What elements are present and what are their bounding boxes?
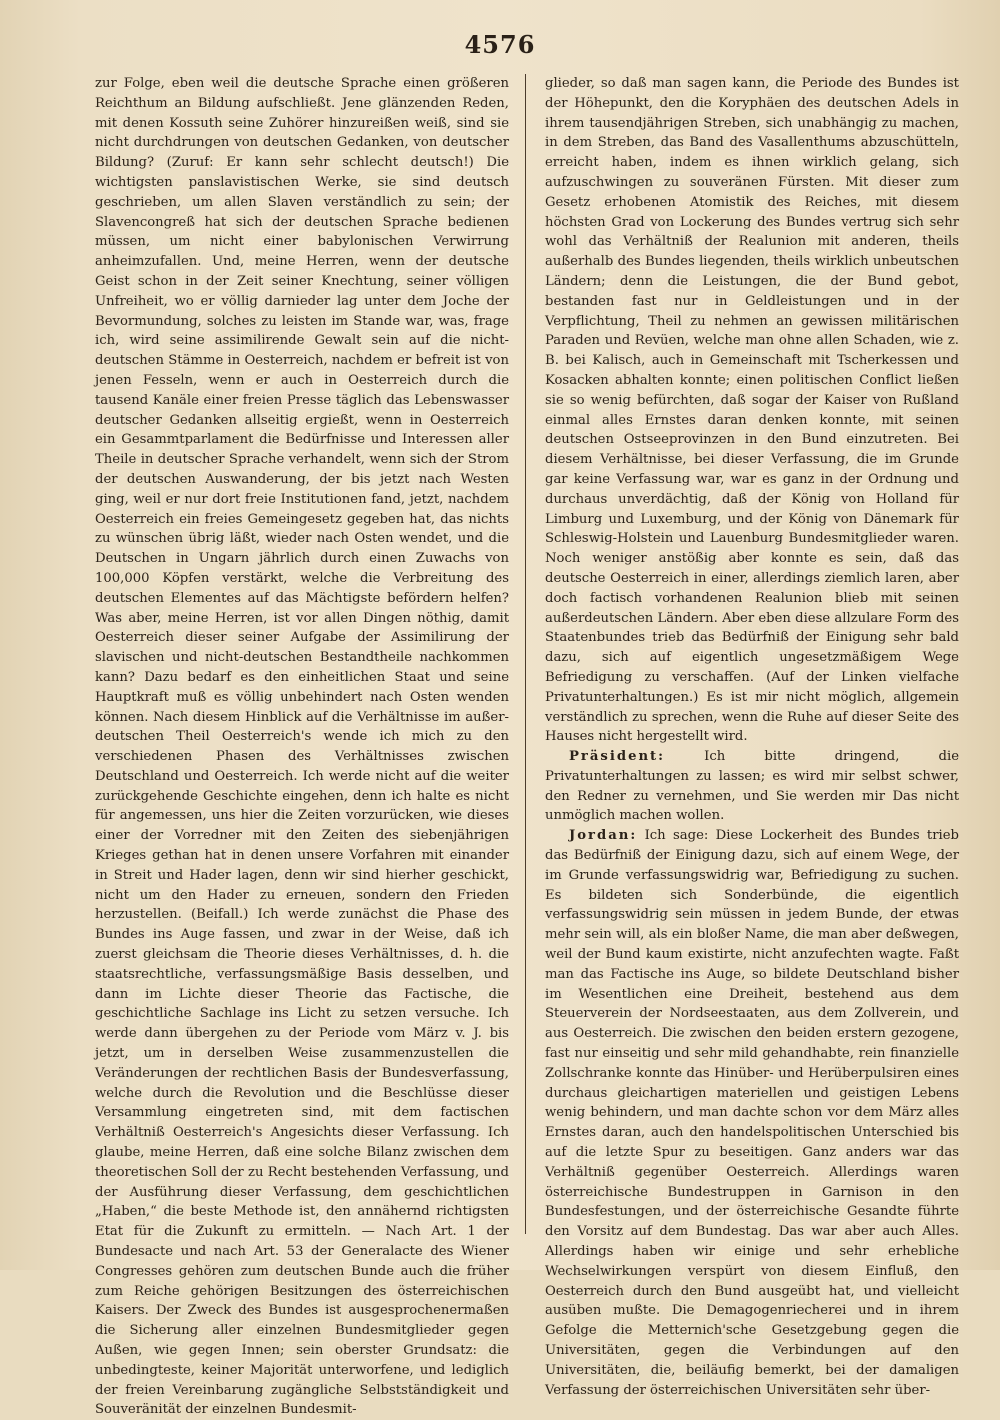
paragraph-text: Ich bitte dringend, die Privatunterhaltungen zu lassen; es wird mir selbst schwer, den Redner zu vernehmen, und Sie werden mir Das nicht unmöglich machen wollen. <box>545 749 959 824</box>
right-column-paragraph <box>545 74 959 747</box>
paragraph-text: Ich sage: Diese Lockerheit des Bundes trieb das Bedürfniß der Einigung dazu, sich auf einem Wege, der im Grunde verfassungswidrig war, Befriedigung zu suchen. Es bildeten sich Sonderbünde, die eigentlich verfassungswidrig sein müssen in jedem Bunde, der etwas mehr sein will, als ein bloßer Name, die man aber deßwegen, weil der Bund kaum existirte, nicht anzufechten wagte. Faßt man das Factische ins Auge, so bildete Deutschland bisher im Wesentlichen eine Dreiheit, bestehend aus dem Steuerverein der Nordseestaaten, aus dem Zollverein, und aus Oesterreich. Die zwischen den beiden erstern gezogene, fast nur einseitig und sehr mild gehandhabte, rein finanzielle Zollschranke konnte das Hinüber- und Herüberpulsiren eines durchaus gleichartigen materiellen und geistigen Lebens wenig behindern, und man dachte schon vor dem März alles Ernstes daran, auch den handelspolitischen Unterschied bis auf die letzte Spur zu beseitigen. Ganz anders war das Verhältniß gegenüber Oesterreich. Allerdings waren österreichische Bundestruppen in Garnison in den Bundesfestungen, und der österreichische Gesandte führte den Vorsitz auf dem Bundestag. Das war aber auch Alles. Allerdings haben wir einige und sehr erhebliche Wechselwirkungen verspürt von diesem Einfluß, den Oesterreich durch den Bund ausgeübt hat, und vielleicht ausüben mußte. Die Demagogenriecherei und in ihrem Gefolge die Metternich'sche Gesetzgebung gegen die Universitäten, gegen die Verbindungen auf den Universitäten, die, beiläufig bemerkt, bei der damaligen Verfassung der österreichischen Universitäten sehr über- <box>545 828 959 1398</box>
page-number: 4576 <box>464 30 536 59</box>
left-column <box>95 74 509 1418</box>
left-column-paragraph: zur Folge, eben weil die deutsche Sprache einen größeren Reichthum an Bildung aufschließt. Jene glänzenden Reden, mit denen Kossuth seine Zuhörer hinzureißen weiß, sind sie nicht durchdrungen von deutschen Gedanken, von deutscher Bildung? (Zuruf: Er kann sehr schlecht deutsch!) Die wichtigsten panslavistischen Werke, sie sind deutsch geschrieben, um allen Slaven verständlich zu sein; der Slavencongreß hat sich der deutschen Sprache bedienen müssen, um nicht einer babylonischen Verwirrung anheimzufallen. Und, meine Herren, wenn der deutsche Geist schon in der Zeit seiner Knechtung, seiner völligen Unfreiheit, wo er völlig darnieder lag unter dem Joche der Bevormundung, solches zu leisten im Stande war, was, frage ich, wird seine assimilirende Gewalt sein auf die nicht-deutschen Stämme in Oesterreich, nachdem er befreit ist von jenen Fesseln, wenn er auch in Oesterreich durch die tausend Kanäle einer freien Presse täglich das Lebenswasser deutscher Gedanken allseitig ergießt, wenn in Oesterreich ein Gesammtparlament die Bedürfnisse und Interessen aller Theile in deutscher Sprache verhandelt, wenn sich der Strom der deutschen Auswanderung, der bis jetzt nach Westen ging, weil er nur dort freie Institutionen fand, jetzt, nachdem Oesterreich ein freies Gemeingesetz gegeben hat, das nichts zu wünschen übrig läßt, wieder nach Osten wendet, und die Deutschen in Ungarn jährlich durch einen Zuwachs von 100,000 Köpfen verstärkt, welche die Verbreitung des deutschen Elementes auf das Mächtigste befördern helfen? Was aber, meine Herren, ist vor allen Dingen nöthig, damit Oesterreich dieser seiner Aufgabe der Assimilirung der slavischen und nicht-deutschen Bestandtheile nachkommen kann? Dazu bedarf es den einheitlichen Staat und seine Hauptkraft muß es völlig unbehindert nach Osten wenden können. Nach diesem Hinblick auf die Verhältnisse im außer-deutschen Theil Oesterreich's wende ich mich zu den verschiedenen Phasen des Verhältnisses zwischen Deutschland und Oesterreich. Ich werde nicht auf die weiter zurückgehende Geschichte eingehen, denn ich halte es nicht für angemessen, uns hier die Zeiten vorzurücken, wie dieses einer der Vorredner mit den Zeiten des siebenjährigen Krieges gethan hat in denen unsere Vorfahren mit einander in Streit und Hader lagen, denn wir sind hierher geschickt, nicht um den Hader zu erneuen, sondern den Frieden herzustellen. (Beifall.) Ich werde zunächst die Phase des Bundes ins Auge fassen, und zwar in der Weise, daß ich zuerst gleichsam die Theorie dieses Verhältnisses, d. h. die staatsrechtliche, verfassungsmäßige Basis desselben, und dann im Lichte dieser Theorie das Factische, die geschichtliche Sachlage ins Licht zu setzen versuche. Ich werde dann übergehen zu der Periode vom März v. J. bis jetzt, um in derselben Weise zusammenzustellen die Veränderungen der rechtlichen Basis der Bundesverfassung, welche durch die Revolution und die Beschlüsse dieser Versammlung eingetreten sind, mit dem factischen Verhältniß Oesterreich's Angesichts dieser Verfassung. Ich glaube, meine Herren, daß eine solche Bilanz zwischen dem theoretischen Soll der zu Recht bestehenden Verfassung, und der Ausführung dieser Verfassung, dem geschichtlichen „Haben,“ die beste Methode ist, den annähernd richtigsten Etat für die Zukunft zu ermitteln. — Nach Art. 1 der Bundesacte und nach Art. 53 der Generalacte des Wiener Congresses gehören zum deutschen Bunde auch die früher zum Reiche gehörigen Besitzungen des österreichischen Kaisers. Der Zweck des Bundes ist ausgesprochenermaßen die Sicherung aller einzelnen Bundesmitglieder gegen Außen, wie gegen Innen; sein oberster Grundsatz: die unbedingteste, keiner Majorität unterworfene, und lediglich der freien Vereinbarung zugängliche Selbstständigkeit und Souveränität der einzelnen Bundesmit- <box>95 76 509 1418</box>
paragraph-text: glieder, so daß man sagen kann, die Periode des Bundes ist der Höhepunkt, den die Koryphäen des deutschen Adels in ihrem tausendjährigen Streben, sich unabhängig zu machen, in dem Streben, das Band des Vasallenthums abzuschütteln, erreicht haben, indem es ihnen wirklich gelang, sich aufzuschwingen zu souveränen Fürsten. Mit dieser zum Gesetz erhobenen Atomistik des Reiches, mit diesem höchsten Grad von Lockerung des Bundes vertrug sich sehr wohl das Verhältniß der Realunion mit anderen, theils außerhalb des Bundes liegenden, theils wirklich unbeutschen Ländern; denn die Leistungen, die der Bund gebot, bestanden fast nur in Geldleistungen und in der Verpflichtung, Theil zu nehmen an gewissen militärischen Paraden und Revüen, welche man ohne allen Schaden, wie z. B. bei Kalisch, auch in Gemeinschaft mit Tscherkessen und Kosacken abhalten konnte; einen politischen Conflict ließen sie so wenig befürchten, daß sogar der Kaiser von Rußland einmal alles Ernstes daran denken konnte, mit seinen deutschen Ostseeprovinzen in den Bund einzutreten. Bei diesem Verhältnisse, bei dieser Verfassung, die im Grunde gar keine Verfassung war, war es ganz in der Ordnung und durchaus unverdächtig, daß der König von Holland für Limburg und Luxemburg, und der König von Dänemark für Schleswig-Holstein und Lauenburg Bundesmitglieder waren. Noch weniger anstößig aber konnte es sein, daß das deutsche Oesterreich in einer, allerdings ziemlich laren, aber doch factisch vorhandenen Realunion blieb mit seinen außerdeutschen Ländern. Aber eben diese allzulare Form des Staatenbundes trieb das Bedürfniß der Einigung sehr bald dazu, sich auf eigentlich ungesetzmäßigem Wege Befriedigung zu verschaffen. (Auf der Linken vielfache Privatunterhaltungen.) Es ist mir nicht möglich, allgemein verständlich zu sprechen, wenn die Ruhe auf dieser Seite des Hauses nicht hergestellt wird. <box>545 76 959 745</box>
president-speech-paragraph <box>545 747 959 826</box>
speaker-president: Präsident: <box>569 749 666 765</box>
right-column <box>545 74 959 1398</box>
speaker-jordan: Jordan: <box>569 828 638 844</box>
jordan-speech-paragraph <box>545 826 959 1400</box>
column-divider <box>525 74 526 1234</box>
